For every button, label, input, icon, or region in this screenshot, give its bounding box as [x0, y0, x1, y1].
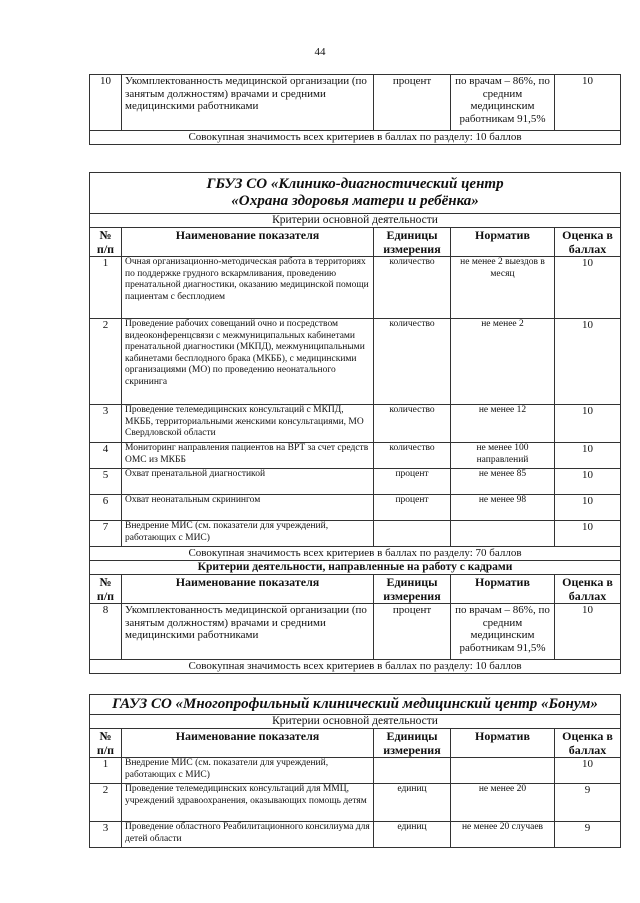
row-number: 7	[90, 521, 122, 547]
unit: количество	[374, 405, 451, 443]
unit: процент	[374, 604, 451, 660]
indicator-name: Внедрение МИС (см. показатели для учреждений, работающих с МИС)	[122, 758, 374, 784]
indicator-name: Проведение рабочих совещаний очно и посредством видеоконференцсвязи с межмуниципальных кабинетами пренатальной диагностики (МКПД), межмуниципальными кабинетами бесплодного брака (МКББ), с медицинскими организациями (МО) по проведению неонатального скрининга	[122, 319, 374, 405]
org1-title-line2: «Охрана здоровья матери и ребёнка»	[231, 193, 479, 209]
section-total: Совокупная значимость всех критериев в баллах по разделу: 10 баллов	[90, 131, 621, 145]
score: 10	[555, 443, 621, 469]
norm: не менее 20	[451, 784, 555, 822]
score: 10	[555, 405, 621, 443]
score: 10	[555, 319, 621, 405]
row-number: 4	[90, 443, 122, 469]
org2-title: ГАУЗ СО «Многопрофильный клинический медицинский центр «Бонум»	[90, 695, 621, 715]
unit: количество	[374, 257, 451, 319]
col-header-norm: Норматив	[451, 575, 555, 604]
norm	[451, 758, 555, 784]
score: 10	[555, 75, 621, 131]
norm: не менее 2 выездов в месяц	[451, 257, 555, 319]
unit: количество	[374, 319, 451, 405]
table-row	[90, 443, 621, 469]
org1-table	[89, 172, 621, 674]
score: 10	[555, 758, 621, 784]
unit: единиц	[374, 822, 451, 848]
unit: единиц	[374, 784, 451, 822]
norm: не менее 85	[451, 469, 555, 495]
unit	[374, 521, 451, 547]
indicator-name: Внедрение МИС (см. показатели для учреждений, работающих с МИС)	[122, 521, 374, 547]
score: 10	[555, 469, 621, 495]
unit: количество	[374, 443, 451, 469]
score: 10	[555, 495, 621, 521]
unit	[374, 758, 451, 784]
col-header-score: Оценка в баллах	[555, 729, 621, 758]
table-row	[90, 495, 621, 521]
table-row	[90, 604, 621, 660]
norm: не менее 20 случаев	[451, 822, 555, 848]
norm: по врачам – 86%, по средним медицинским работникам 91,5%	[451, 75, 555, 131]
indicator-name: Охват неонатальным скринингом	[122, 495, 374, 521]
section-heading: Критерии основной деятельности	[90, 715, 621, 729]
table-row	[90, 469, 621, 495]
org1-title	[90, 173, 621, 214]
row-number: 2	[90, 319, 122, 405]
col-header-unit: Единицы измерения	[374, 575, 451, 604]
indicator-name: Охват пренатальной диагностикой	[122, 469, 374, 495]
unit: процент	[374, 469, 451, 495]
section-heading: Критерии деятельности, направленные на работу с кадрами	[90, 561, 621, 575]
org2-table	[89, 694, 621, 848]
col-header-norm: Норматив	[451, 228, 555, 257]
row-number: 8	[90, 604, 122, 660]
section-heading: Критерии основной деятельности	[90, 214, 621, 228]
col-header-score: Оценка в баллах	[555, 575, 621, 604]
norm: не менее 100 направлений	[451, 443, 555, 469]
row-number: 1	[90, 257, 122, 319]
norm: не менее 98	[451, 495, 555, 521]
table-row	[90, 75, 621, 131]
indicator-name: Укомплектованность медицинской организации (по занятым должностям) врачами и средними медицинскими работниками	[122, 75, 374, 131]
col-header-norm: Норматив	[451, 729, 555, 758]
row-number: 10	[90, 75, 122, 131]
section-total: Совокупная значимость всех критериев в баллах по разделу: 10 баллов	[90, 660, 621, 674]
top-table	[89, 74, 621, 145]
score: 9	[555, 784, 621, 822]
col-header-name: Наименование показателя	[122, 729, 374, 758]
norm	[451, 521, 555, 547]
col-header-score: Оценка в баллах	[555, 228, 621, 257]
row-number: 6	[90, 495, 122, 521]
indicator-name: Очная организационно-методическая работа в территориях по поддержке грудного вскармливания, проведению пренатальной диагностики, оказанию медицинской помощи пациентам с бесплодием	[122, 257, 374, 319]
table-row	[90, 319, 621, 405]
col-header-number: № п/п	[90, 228, 122, 257]
norm: по врачам – 86%, по средним медицинским работникам 91,5%	[451, 604, 555, 660]
norm: не менее 12	[451, 405, 555, 443]
score: 10	[555, 257, 621, 319]
table-row	[90, 521, 621, 547]
col-header-unit: Единицы измерения	[374, 729, 451, 758]
row-number: 5	[90, 469, 122, 495]
col-header-number: № п/п	[90, 729, 122, 758]
unit: процент	[374, 75, 451, 131]
col-header-number: № п/п	[90, 575, 122, 604]
indicator-name: Проведение телемедицинских консультаций для ММЦ, учреждений здравоохранения, оказывающих помощь детям	[122, 784, 374, 822]
indicator-name: Мониторинг направления пациентов на ВРТ за счет средств ОМС из МКББ	[122, 443, 374, 469]
table-row	[90, 257, 621, 319]
row-number: 1	[90, 758, 122, 784]
score: 9	[555, 822, 621, 848]
score: 10	[555, 604, 621, 660]
score: 10	[555, 521, 621, 547]
row-number: 3	[90, 822, 122, 848]
row-number: 2	[90, 784, 122, 822]
unit: процент	[374, 495, 451, 521]
table-row	[90, 758, 621, 784]
col-header-unit: Единицы измерения	[374, 228, 451, 257]
col-header-name: Наименование показателя	[122, 575, 374, 604]
org1-title-line1: ГБУЗ СО «Клинико-диагностический центр	[206, 176, 504, 192]
section-total: Совокупная значимость всех критериев в баллах по разделу: 70 баллов	[90, 547, 621, 561]
page-number: 44	[314, 46, 326, 58]
table-row	[90, 405, 621, 443]
indicator-name: Укомплектованность медицинской организации (по занятым должностям) врачами и средними медицинскими работниками	[122, 604, 374, 660]
indicator-name: Проведение областного Реабилитационного консилиума для детей области	[122, 822, 374, 848]
table-row	[90, 784, 621, 822]
table-row	[90, 822, 621, 848]
row-number: 3	[90, 405, 122, 443]
indicator-name: Проведение телемедицинских консультаций с МКПД, МКББ, территориальными женскими консультациями, МО Свердловской области	[122, 405, 374, 443]
col-header-name: Наименование показателя	[122, 228, 374, 257]
norm: не менее 2	[451, 319, 555, 405]
